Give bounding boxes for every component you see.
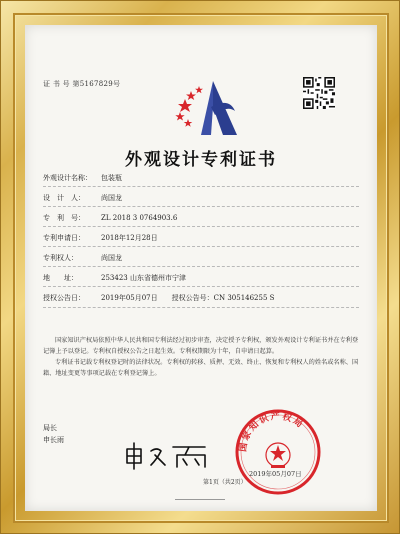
field-value: 包装瓶	[101, 174, 122, 182]
director-signature	[121, 439, 211, 471]
field-patent-number	[43, 213, 177, 223]
divider	[43, 186, 359, 187]
field-value: 253423 山东省德州市宁津	[101, 274, 186, 282]
divider	[43, 206, 359, 207]
field-label: 专 利 号：	[43, 214, 85, 222]
seal-text: 国家知识产权局	[238, 411, 306, 453]
field-value: 尚国龙	[101, 254, 122, 262]
field-label: 专利申请日：	[43, 234, 85, 242]
field-value: ZL 2018 3 0764903.6	[101, 214, 178, 222]
field-value: 尚国龙	[101, 194, 122, 202]
field-label: 授权公告日：	[43, 294, 85, 302]
body-paragraph: 专利证书记载专利权登记时的法律状况。专利权的转移、质押、无效、终止、恢复和专利权人的姓名或名称、国籍、地址变更等事项记载在专利登记簿上。	[43, 359, 359, 377]
field-address	[43, 273, 186, 283]
divider	[43, 266, 359, 267]
field-application-date	[43, 233, 158, 243]
director-label: 局长	[43, 424, 57, 432]
certificate-body	[43, 335, 361, 379]
field-label: 地 址：	[43, 274, 78, 282]
divider	[43, 226, 359, 227]
field-patentee	[43, 253, 122, 263]
certificate-title: 外观设计专利证书	[125, 150, 277, 170]
qr-code	[303, 77, 335, 109]
field-value: 2019年05月07日 授权公告号：CN 305146255 S	[101, 294, 275, 302]
patent-office-logo	[175, 77, 245, 141]
body-paragraph: 国家知识产权局依照中华人民共和国专利法经过初步审查，决定授予专利权，颁发外观设计专利证书并在专利登记簿上予以登记。专利权自授权公告之日起生效。专利权期限为十年，自申请日起算。	[43, 337, 359, 355]
divider	[43, 307, 359, 308]
footer-line	[175, 499, 225, 500]
divider	[43, 286, 359, 287]
field-label: 外观设计名称：	[43, 174, 92, 182]
field-design-name	[43, 173, 122, 183]
divider	[43, 246, 359, 247]
seal-date: 2019年05月07日	[249, 470, 302, 478]
page-number: 第1页（共2页）	[203, 479, 247, 486]
certificate-paper	[25, 25, 377, 511]
field-label: 设 计 人：	[43, 194, 85, 202]
director-name: 申长雨	[43, 436, 64, 444]
certificate-number: 证 书 号 第5167829号	[43, 80, 121, 88]
field-value: 2018年12月28日	[101, 234, 158, 242]
field-designer	[43, 193, 122, 203]
field-grant-date	[43, 293, 274, 303]
field-label: 专利权人：	[43, 254, 78, 262]
